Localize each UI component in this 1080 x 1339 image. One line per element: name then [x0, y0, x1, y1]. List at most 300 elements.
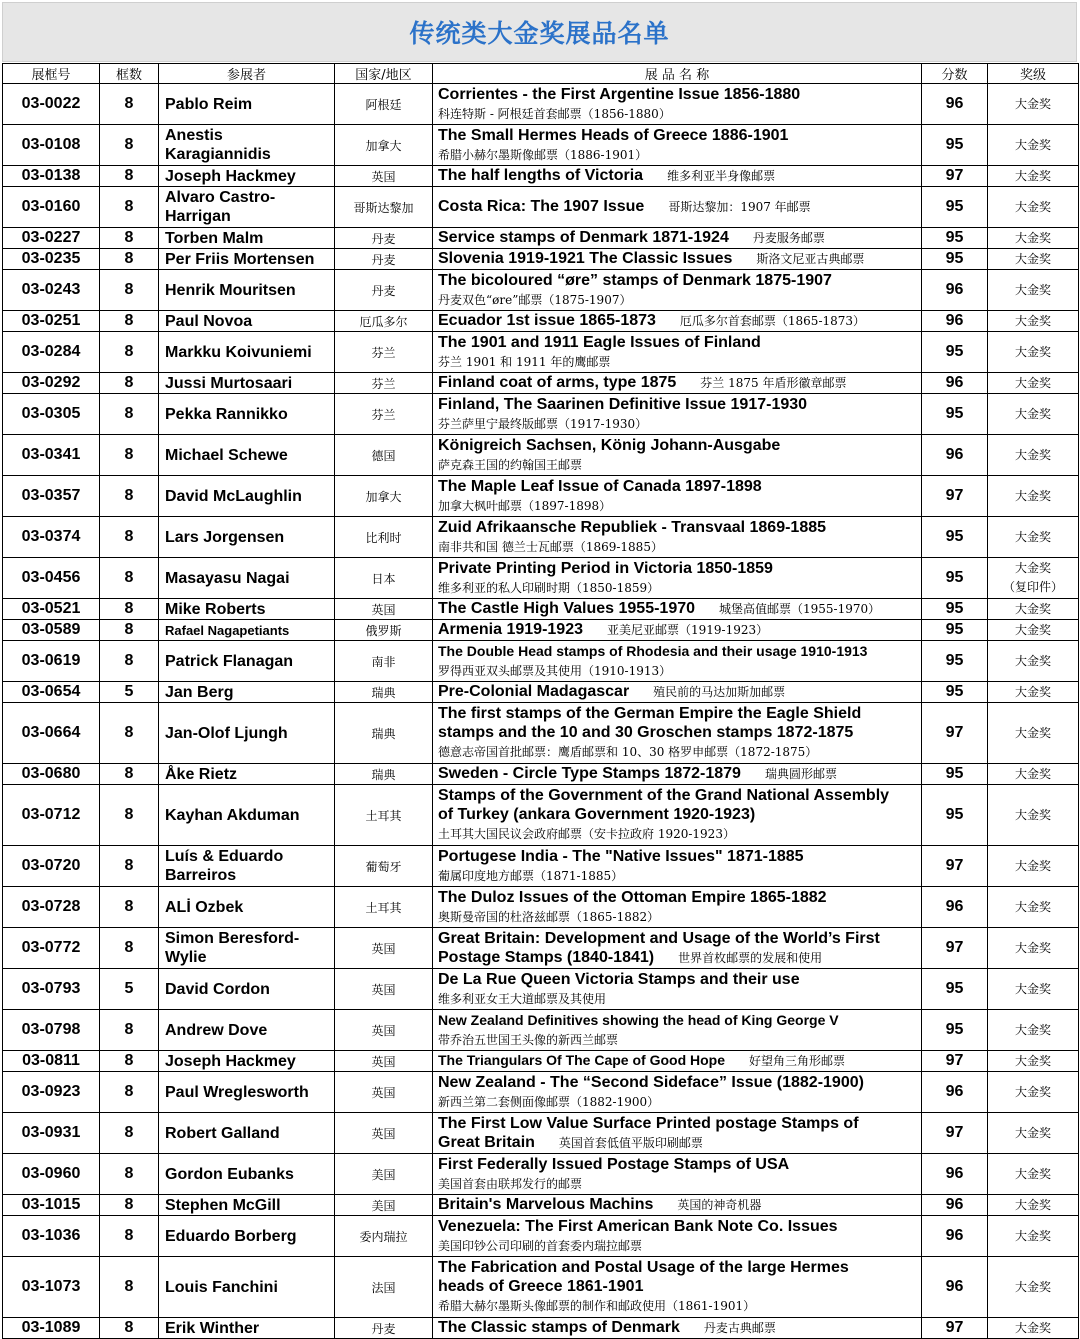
exhibit-title-en: Königreich Sachsen, König Johann-Ausgabe	[438, 436, 781, 454]
cell-frame-no: 03-0284	[3, 332, 100, 373]
award-text: 大金奖	[1014, 858, 1051, 873]
exhibit-title-zh: 瑞典圆形邮票	[764, 767, 837, 781]
exhibit-title-en: Venezuela: The First American Bank Note Co. Issues	[438, 1217, 838, 1235]
cell-frame-no: 03-0374	[3, 517, 100, 558]
exhibit-title-zh: 丹麦双色“øre”邮票（1875-1907）	[438, 292, 632, 307]
award-text: 大金奖	[1014, 199, 1051, 214]
exhibit-line	[438, 228, 921, 248]
exhibit-line	[438, 166, 921, 186]
cell-exhibitor	[159, 394, 335, 435]
cell-frames: 8	[100, 228, 159, 249]
cell-country: 法国	[335, 1257, 433, 1318]
table-row	[3, 1257, 1079, 1318]
exhibit-line	[438, 1073, 921, 1092]
cell-frames: 8	[100, 1051, 159, 1072]
exhibit-title-en: The First Low Value Surface Printed postage Stamps of	[438, 1114, 859, 1132]
table-header-row	[3, 64, 1079, 84]
cell-exhibit	[433, 785, 922, 846]
exhibit-title-en: First Federally Issued Postage Stamps of USA	[438, 1155, 790, 1173]
exhibit-title-en: The Double Head stamps of Rhodesia and their usage 1910-1913	[438, 642, 868, 659]
exhibit-line	[438, 907, 921, 927]
award-text: 大金奖	[1014, 940, 1051, 955]
exhibit-line	[438, 477, 921, 496]
award-text: 大金奖	[1014, 1084, 1051, 1099]
cell-exhibitor	[159, 1113, 335, 1154]
exhibitor-name-line: Åke Rietz	[165, 765, 238, 783]
exhibit-line	[438, 948, 921, 968]
cell-exhibit	[433, 928, 922, 969]
cell-exhibitor	[159, 703, 335, 764]
cell-award	[988, 764, 1079, 785]
cell-frames: 5	[100, 682, 159, 703]
exhibitor-name-line: Pablo Reim	[165, 95, 253, 113]
exhibitor-name-line: Luís & Eduardo	[165, 848, 284, 865]
cell-frames: 8	[100, 517, 159, 558]
cell-frame-no: 03-0456	[3, 558, 100, 599]
exhibit-line	[438, 145, 921, 165]
table-row	[3, 887, 1079, 928]
exhibit-line	[438, 1296, 921, 1316]
cell-exhibit	[433, 703, 922, 764]
cell-exhibitor	[159, 599, 335, 620]
cell-frames: 8	[100, 1216, 159, 1257]
exhibit-line	[438, 1114, 921, 1133]
cell-award	[988, 435, 1079, 476]
exhibit-title-en: The first stamps of the German Empire the Eagle Shield	[438, 705, 862, 722]
cell-country: 德国	[335, 435, 433, 476]
cell-exhibit	[433, 249, 922, 270]
cell-exhibit	[433, 394, 922, 435]
exhibit-line	[438, 1174, 921, 1194]
cell-exhibit	[433, 764, 922, 785]
cell-score: 96	[922, 373, 988, 394]
exhibit-line	[438, 1277, 921, 1296]
exhibit-title-en: The Triangulars Of The Cape of Good Hope	[438, 1052, 726, 1068]
table-row	[3, 435, 1079, 476]
cell-frames: 8	[100, 558, 159, 599]
table-row	[3, 599, 1079, 620]
exhibit-line	[438, 1195, 921, 1215]
cell-country: 英国	[335, 599, 433, 620]
cell-frame-no: 03-0160	[3, 187, 100, 228]
exhibit-line	[438, 1011, 921, 1030]
table-row	[3, 311, 1079, 332]
exhibit-title-zh: 希腊大赫尔墨斯头像邮票的制作和邮政使用（1861-1901）	[438, 1299, 756, 1313]
cell-frame-no: 03-0521	[3, 599, 100, 620]
cell-country: 英国	[335, 969, 433, 1010]
award-text: 大金奖	[1014, 1166, 1051, 1181]
cell-exhibitor	[159, 558, 335, 599]
cell-exhibit	[433, 1010, 922, 1051]
table-row	[3, 846, 1079, 887]
exhibit-line	[438, 352, 921, 372]
exhibit-line	[438, 642, 921, 661]
cell-exhibitor	[159, 682, 335, 703]
cell-exhibitor	[159, 517, 335, 558]
table-row	[3, 476, 1079, 517]
cell-frames: 8	[100, 1195, 159, 1216]
exhibitor-name-line: Henrik Mouritsen	[165, 281, 296, 299]
cell-exhibitor	[159, 1318, 335, 1339]
cell-score: 97	[922, 166, 988, 187]
exhibit-title-en: Private Printing Period in Victoria 1850-1859	[438, 559, 773, 577]
cell-frames: 5	[100, 969, 159, 1010]
exhibit-line	[438, 682, 921, 702]
cell-award	[988, 1216, 1079, 1257]
cell-exhibit	[433, 1072, 922, 1113]
cell-award	[988, 1051, 1079, 1072]
cell-exhibit	[433, 187, 922, 228]
cell-exhibitor	[159, 125, 335, 166]
exhibit-title-en: The bicoloured “øre” stamps of Denmark 1875-1907	[438, 271, 832, 289]
cell-exhibitor	[159, 620, 335, 641]
cell-exhibitor	[159, 476, 335, 517]
cell-country: 芬兰	[335, 373, 433, 394]
exhibit-line	[438, 104, 921, 124]
table-body	[3, 84, 1079, 1339]
exhibit-title-zh: 亚美尼亚邮票（1919-1923）	[606, 623, 769, 637]
cell-exhibit	[433, 435, 922, 476]
exhibit-title-en: The Castle High Values 1955-1970	[438, 600, 696, 617]
cell-country: 厄瓜多尔	[335, 311, 433, 332]
cell-exhibitor	[159, 332, 335, 373]
award-text: 大金奖	[1014, 406, 1051, 421]
exhibit-title-en: of Turkey (ankara Government 1920-1923)	[438, 806, 756, 823]
cell-frame-no: 03-0923	[3, 1072, 100, 1113]
award-text: 大金奖	[1014, 981, 1051, 996]
exhibit-title-en: The 1901 and 1911 Eagle Issues of Finland	[438, 333, 761, 351]
table-row	[3, 84, 1079, 125]
cell-exhibitor	[159, 1072, 335, 1113]
cell-country: 英国	[335, 1072, 433, 1113]
cell-frame-no: 03-0793	[3, 969, 100, 1010]
exhibit-title-zh: 丹麦服务邮票	[752, 231, 825, 245]
cell-exhibitor	[159, 373, 335, 394]
exhibitor-name-line: David Cordon	[165, 980, 270, 998]
cell-country: 葡萄牙	[335, 846, 433, 887]
cell-exhibitor	[159, 435, 335, 476]
cell-frame-no: 03-0664	[3, 703, 100, 764]
table-row	[3, 969, 1079, 1010]
exhibit-title-zh: 奥斯曼帝国的杜洛兹邮票（1865-1882）	[438, 909, 660, 924]
cell-country: 英国	[335, 928, 433, 969]
cell-exhibitor	[159, 1195, 335, 1216]
cell-score: 95	[922, 187, 988, 228]
cell-frame-no: 03-0589	[3, 620, 100, 641]
cell-country: 芬兰	[335, 332, 433, 373]
exhibit-line	[438, 559, 921, 578]
exhibitor-name-line: Torben Malm	[165, 229, 264, 247]
exhibit-line	[438, 929, 921, 948]
cell-award	[988, 969, 1079, 1010]
cell-award	[988, 1113, 1079, 1154]
cell-country: 委内瑞拉	[335, 1216, 433, 1257]
cell-frames: 8	[100, 249, 159, 270]
cell-score: 95	[922, 125, 988, 166]
award-text: 大金奖	[1014, 1125, 1051, 1140]
cell-frame-no: 03-0931	[3, 1113, 100, 1154]
cell-exhibit	[433, 332, 922, 373]
exhibit-title-zh: 带乔治五世国王头像的新西兰邮票	[438, 1032, 619, 1047]
exhibit-title-zh: 英国首套低值平版印刷邮票	[558, 1135, 703, 1150]
exhibit-title-zh: 哥斯达黎加：1907 年邮票	[668, 200, 811, 214]
table-row	[3, 1010, 1079, 1051]
cell-frame-no: 03-0680	[3, 764, 100, 785]
cell-frame-no: 03-0960	[3, 1154, 100, 1195]
exhibit-title-en: New Zealand - The “Second Sideface” Issue (1882-1900)	[438, 1073, 864, 1091]
cell-award	[988, 125, 1079, 166]
exhibit-title-zh: 德意志帝国首批邮票：鹰盾邮票和 10、30 格罗申邮票（1872-1875）	[438, 745, 818, 759]
cell-score: 95	[922, 558, 988, 599]
exhibit-line	[438, 1236, 921, 1256]
award-text: 大金奖	[1014, 230, 1051, 245]
exhibit-line	[438, 742, 921, 762]
cell-exhibitor	[159, 1051, 335, 1072]
cell-award	[988, 1072, 1079, 1113]
cell-exhibit	[433, 311, 922, 332]
award-text: 大金奖	[1014, 282, 1051, 297]
cell-exhibitor	[159, 928, 335, 969]
cell-exhibit	[433, 270, 922, 311]
exhibit-title-en: stamps and the 10 and 30 Groschen stamps 1872-1875	[438, 724, 854, 741]
header-exhibit: 展 品 名 称	[433, 64, 922, 84]
cell-frames: 8	[100, 125, 159, 166]
exhibit-line	[438, 197, 921, 217]
exhibitor-name-line: Andrew Dove	[165, 1021, 268, 1039]
cell-country: 南非	[335, 641, 433, 682]
cell-exhibitor	[159, 166, 335, 187]
cell-exhibit	[433, 969, 922, 1010]
award-text: 大金奖	[1014, 1197, 1051, 1212]
award-text: 大金奖	[1014, 96, 1051, 111]
award-text: 大金奖	[1014, 684, 1051, 699]
award-text: 大金奖	[1014, 488, 1051, 503]
exhibit-title-zh: 城堡高值邮票（1955-1970）	[719, 602, 881, 616]
cell-exhibit	[433, 1257, 922, 1318]
cell-frames: 8	[100, 476, 159, 517]
cell-score: 95	[922, 599, 988, 620]
table-row	[3, 394, 1079, 435]
exhibit-line	[438, 414, 921, 434]
cell-exhibitor	[159, 887, 335, 928]
cell-exhibit	[433, 1216, 922, 1257]
cell-award	[988, 1195, 1079, 1216]
award-text: 大金奖	[1014, 1022, 1051, 1037]
cell-exhibitor	[159, 84, 335, 125]
exhibit-line	[438, 704, 921, 723]
cell-score: 96	[922, 1072, 988, 1113]
cell-award	[988, 311, 1079, 332]
exhibitor-name-line: Jan-Olof Ljungh	[165, 724, 288, 742]
exhibitor-name-line: Barreiros	[165, 867, 237, 884]
cell-score: 97	[922, 476, 988, 517]
cell-award	[988, 703, 1079, 764]
exhibit-title-en: De La Rue Queen Victoria Stamps and their use	[438, 970, 800, 988]
exhibit-line	[438, 1092, 921, 1112]
exhibitor-name-line: Louis Fanchini	[165, 1278, 278, 1296]
cell-award	[988, 394, 1079, 435]
cell-score: 95	[922, 764, 988, 785]
cell-award	[988, 846, 1079, 887]
exhibit-line	[438, 436, 921, 455]
exhibit-title-zh: 希腊小赫尔墨斯像邮票（1886-1901）	[438, 147, 648, 162]
exhibitor-name-line: Pekka Rannikko	[165, 405, 288, 423]
cell-frame-no: 03-0357	[3, 476, 100, 517]
exhibitor-name-line: Paul Novoa	[165, 312, 253, 330]
cell-score: 96	[922, 1195, 988, 1216]
exhibit-title-zh: 芬兰 1875 年盾形徽章邮票	[700, 376, 847, 390]
cell-country: 瑞典	[335, 682, 433, 703]
cell-score: 95	[922, 641, 988, 682]
exhibit-line	[438, 537, 921, 557]
exhibit-title-zh: 美国首套由联邦发行的邮票	[438, 1176, 583, 1191]
table-row	[3, 166, 1079, 187]
exhibit-title-zh: 土耳其大国民议会政府邮票（安卡拉政府 1920-1923）	[438, 827, 735, 841]
award-text: （复印件）	[1002, 580, 1063, 594]
cell-award	[988, 373, 1079, 394]
exhibit-line	[438, 989, 921, 1009]
table-row	[3, 764, 1079, 785]
header-exhibitor: 参展者	[159, 64, 335, 84]
exhibit-title-zh: 芬兰萨里宁最终版邮票（1917-1930）	[438, 416, 648, 431]
exhibit-line	[438, 333, 921, 352]
exhibit-title-zh: 殖民前的马达加斯加邮票	[653, 685, 786, 699]
exhibitor-name-line: Jan Berg	[165, 683, 234, 701]
award-text: 大金奖	[1014, 622, 1051, 637]
table-row	[3, 620, 1079, 641]
cell-award	[988, 270, 1079, 311]
header-frames: 框数	[100, 64, 159, 84]
cell-score: 96	[922, 270, 988, 311]
cell-score: 95	[922, 1010, 988, 1051]
cell-score: 97	[922, 1051, 988, 1072]
cell-frame-no: 03-0728	[3, 887, 100, 928]
exhibit-line	[438, 85, 921, 104]
exhibit-title-en: heads of Greece 1861-1901	[438, 1278, 644, 1295]
cell-exhibit	[433, 682, 922, 703]
cell-score: 95	[922, 517, 988, 558]
exhibitor-name-line: Joseph Hackmey	[165, 167, 296, 185]
exhibit-title-zh: 世界首枚邮票的发展和使用	[678, 950, 823, 965]
exhibit-line	[438, 1051, 921, 1071]
exhibitor-name-line: David McLaughlin	[165, 487, 302, 505]
cell-exhibitor	[159, 311, 335, 332]
cell-exhibitor	[159, 969, 335, 1010]
exhibit-title-zh: 葡属印度地方邮票（1871-1885）	[438, 868, 624, 883]
cell-exhibit	[433, 599, 922, 620]
exhibit-title-en: New Zealand Definitives showing the head of King George V	[438, 1011, 839, 1028]
cell-frames: 8	[100, 641, 159, 682]
award-text: 大金奖	[1014, 601, 1051, 616]
cell-frame-no: 03-0712	[3, 785, 100, 846]
exhibit-line	[438, 1258, 921, 1277]
exhibitor-name-line: Rafael Nagapetiants	[165, 622, 290, 638]
cell-country: 加拿大	[335, 476, 433, 517]
header-score: 分数	[922, 64, 988, 84]
exhibit-title-zh: 加拿大枫叶邮票（1897-1898）	[438, 498, 612, 513]
cell-award	[988, 332, 1079, 373]
exhibit-title-en: Britain's Marvelous Machins	[438, 1196, 654, 1213]
cell-score: 95	[922, 682, 988, 703]
exhibit-line	[438, 824, 921, 844]
award-text: 大金奖	[1014, 344, 1051, 359]
cell-exhibit	[433, 1154, 922, 1195]
title-bar	[2, 2, 1077, 62]
cell-score: 97	[922, 703, 988, 764]
page-title: 传统类大金奖展品名单	[409, 19, 670, 48]
exhibitor-name-line: Erik Winther	[165, 1319, 260, 1337]
cell-score: 97	[922, 1113, 988, 1154]
cell-exhibit	[433, 641, 922, 682]
cell-country: 英国	[335, 1010, 433, 1051]
cell-country: 丹麦	[335, 1318, 433, 1339]
exhibit-line	[438, 1030, 921, 1050]
exhibit-title-zh: 萨克森王国的约翰国王邮票	[438, 457, 583, 472]
cell-award	[988, 1154, 1079, 1195]
cell-country: 丹麦	[335, 228, 433, 249]
exhibit-title-zh: 斯洛文尼亚古典邮票	[756, 252, 865, 266]
cell-frames: 8	[100, 1257, 159, 1318]
table-row	[3, 1216, 1079, 1257]
exhibitor-name-line: Simon Beresford-	[165, 930, 300, 947]
exhibitor-name-line: Markku Koivuniemi	[165, 343, 312, 361]
cell-exhibit	[433, 125, 922, 166]
exhibit-line	[438, 970, 921, 989]
cell-score: 97	[922, 928, 988, 969]
cell-award	[988, 928, 1079, 969]
cell-score: 95	[922, 969, 988, 1010]
exhibit-line	[438, 1318, 921, 1338]
table-row	[3, 641, 1079, 682]
exhibit-title-zh: 丹麦古典邮票	[703, 1321, 776, 1335]
table-row	[3, 682, 1079, 703]
cell-exhibit	[433, 558, 922, 599]
cell-exhibitor	[159, 846, 335, 887]
award-text: 大金奖	[1014, 137, 1051, 152]
cell-exhibitor	[159, 1010, 335, 1051]
table-row	[3, 125, 1079, 166]
cell-country: 英国	[335, 1113, 433, 1154]
exhibitor-name-line: Eduardo Borberg	[165, 1227, 297, 1245]
award-text: 大金奖	[1014, 529, 1051, 544]
cell-exhibit	[433, 84, 922, 125]
cell-frame-no: 03-0292	[3, 373, 100, 394]
exhibit-title-en: Postage Stamps (1840-1841)	[438, 948, 655, 966]
cell-frames: 8	[100, 394, 159, 435]
cell-exhibit	[433, 373, 922, 394]
table-row	[3, 558, 1079, 599]
cell-exhibit	[433, 166, 922, 187]
exhibit-title-en: The half lengths of Victoria	[438, 167, 644, 184]
cell-award	[988, 599, 1079, 620]
cell-award	[988, 187, 1079, 228]
exhibit-title-zh: 维多利亚半身像邮票	[667, 169, 776, 183]
exhibit-title-en: Corrientes - the First Argentine Issue 1856-1880	[438, 85, 801, 103]
exhibit-title-en: Sweden - Circle Type Stamps 1872-1879	[438, 765, 741, 782]
cell-exhibitor	[159, 1257, 335, 1318]
cell-exhibitor	[159, 187, 335, 228]
award-text: 大金奖	[1014, 653, 1051, 668]
cell-score: 96	[922, 435, 988, 476]
table-row	[3, 1072, 1079, 1113]
cell-score: 95	[922, 332, 988, 373]
cell-exhibit	[433, 620, 922, 641]
cell-frames: 8	[100, 311, 159, 332]
cell-award	[988, 785, 1079, 846]
cell-frame-no: 03-0720	[3, 846, 100, 887]
cell-frame-no: 03-1036	[3, 1216, 100, 1257]
cell-award	[988, 1318, 1079, 1339]
